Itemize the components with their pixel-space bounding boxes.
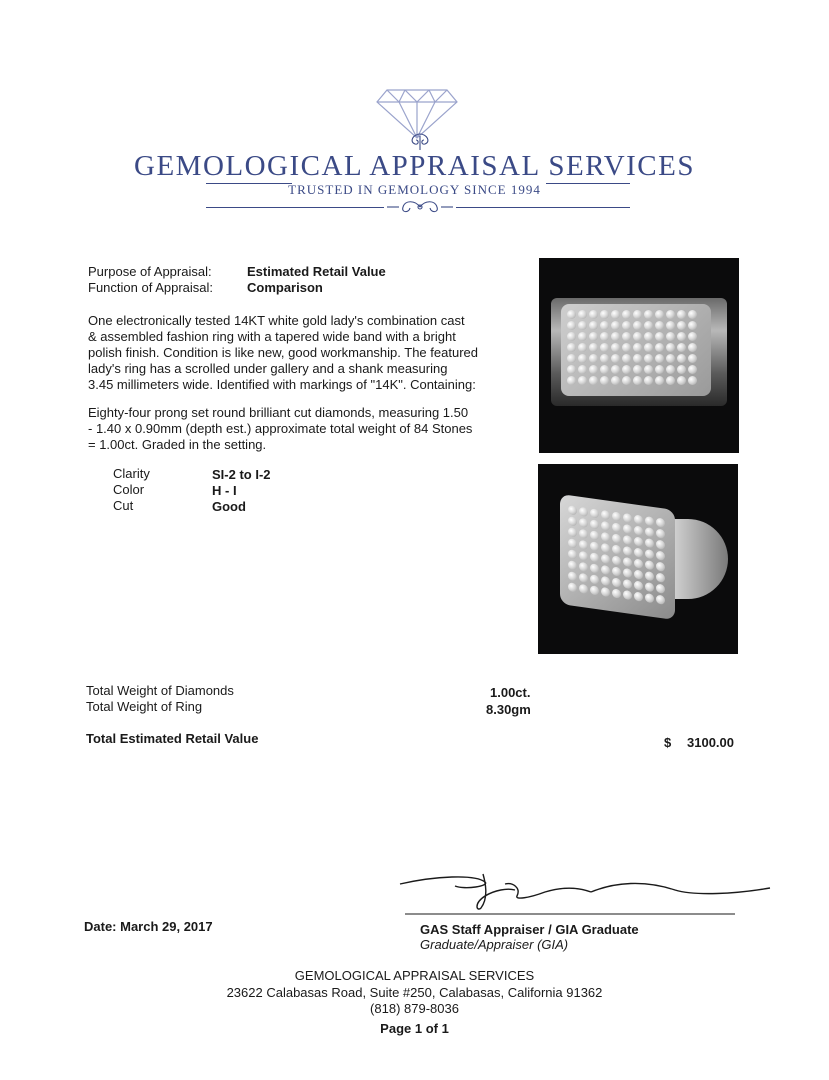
pave-diamond	[655, 321, 664, 330]
pave-diamond	[633, 343, 642, 352]
pave-diamond	[656, 595, 665, 605]
pave-diamond	[589, 376, 598, 385]
pave-diamond	[568, 571, 577, 581]
pave-diamond	[589, 354, 598, 363]
pave-diamond	[612, 511, 621, 521]
top-flourish-icon	[385, 130, 455, 152]
pave-diamond	[622, 354, 631, 363]
pave-diamond	[677, 354, 686, 363]
page-number: Page 1 of 1	[380, 1021, 449, 1036]
pave-diamond	[656, 584, 665, 594]
pave-diamond	[623, 535, 632, 545]
pave-diamond	[568, 549, 577, 559]
pave-diamond	[623, 524, 632, 534]
pave-diamond	[590, 519, 599, 529]
pave-diamond	[655, 343, 664, 352]
pave-diamond	[578, 332, 587, 341]
cut-value: Good	[212, 499, 246, 514]
pave-diamond	[634, 580, 643, 590]
pave-diamond	[656, 540, 665, 550]
pave-diamond	[622, 376, 631, 385]
pave-diamond	[612, 533, 621, 543]
pave-diamond	[623, 568, 632, 578]
pave-diamond	[568, 516, 577, 526]
pave-diamond	[612, 588, 621, 598]
pave-diamond	[656, 518, 665, 528]
pave-diamond	[600, 310, 609, 319]
description-line: & assembled fashion ring with a tapered wide band with a bright	[88, 329, 456, 344]
pave-diamond	[622, 332, 631, 341]
pave-diamond	[600, 354, 609, 363]
description-line: One electronically tested 14KT white gold lady's combination cast	[88, 313, 465, 328]
total-ring-weight-value: 8.30gm	[486, 702, 531, 717]
pave-diamond	[568, 582, 577, 592]
pave-diamond	[578, 354, 587, 363]
pave-diamond	[633, 376, 642, 385]
pave-diamond	[601, 543, 610, 553]
pave-diamond	[644, 376, 653, 385]
pave-diamond	[589, 310, 598, 319]
pave-diamond	[579, 540, 588, 550]
pave-diamond	[666, 343, 675, 352]
pave-diamond	[612, 544, 621, 554]
pave-diamond	[666, 332, 675, 341]
pave-diamond	[656, 551, 665, 561]
color-label: Color	[113, 482, 145, 497]
pave-diamond	[656, 562, 665, 572]
pave-diamond	[589, 365, 598, 374]
diamond-pave-grid	[567, 310, 697, 385]
pave-diamond	[600, 376, 609, 385]
pave-diamond	[633, 365, 642, 374]
pave-diamond	[677, 376, 686, 385]
pave-diamond	[688, 310, 697, 319]
pave-diamond	[644, 354, 653, 363]
total-retail-value: 3100.00	[687, 735, 734, 750]
pave-diamond	[567, 376, 576, 385]
pave-diamond	[645, 571, 654, 581]
header-rule-bottom-right	[456, 207, 630, 208]
pave-diamond	[622, 343, 631, 352]
pave-diamond	[600, 365, 609, 374]
stones-line: - 1.40 x 0.90mm (depth est.) approximate total weight of 84 Stones	[88, 421, 473, 436]
pave-diamond	[666, 354, 675, 363]
stones-line: Eighty-four prong set round brilliant cut diamonds, measuring 1.50	[88, 405, 469, 420]
pave-diamond	[623, 590, 632, 600]
pave-diamond	[645, 538, 654, 548]
pave-diamond	[655, 354, 664, 363]
tagline: TRUSTED IN GEMOLOGY SINCE 1994	[288, 182, 541, 197]
header-rule-bottom-left	[206, 207, 384, 208]
function-value: Comparison	[247, 280, 323, 295]
pave-diamond	[677, 365, 686, 374]
pave-diamond	[644, 321, 653, 330]
bottom-flourish-icon	[385, 198, 455, 216]
pave-diamond	[633, 354, 642, 363]
stones-line: = 1.00ct. Graded in the setting.	[88, 437, 267, 452]
pave-diamond	[623, 557, 632, 567]
pave-diamond	[611, 365, 620, 374]
pave-diamond	[656, 529, 665, 539]
pave-diamond	[600, 321, 609, 330]
pave-diamond	[656, 573, 665, 583]
pave-diamond	[622, 365, 631, 374]
pave-diamond	[590, 530, 599, 540]
pave-diamond	[666, 310, 675, 319]
pave-diamond	[611, 321, 620, 330]
pave-diamond	[590, 574, 599, 584]
pave-diamond	[634, 536, 643, 546]
ring-photo-top	[539, 258, 739, 453]
pave-diamond	[633, 310, 642, 319]
pave-diamond	[601, 565, 610, 575]
pave-diamond	[634, 547, 643, 557]
pave-diamond	[578, 310, 587, 319]
clarity-value: SI-2 to I-2	[212, 467, 271, 482]
pave-diamond	[633, 321, 642, 330]
pave-diamond	[645, 527, 654, 537]
pave-diamond	[688, 343, 697, 352]
pave-diamond	[612, 522, 621, 532]
footer-phone: (818) 879-8036	[370, 1001, 459, 1016]
pave-diamond	[645, 582, 654, 592]
pave-diamond	[634, 558, 643, 568]
pave-diamond	[589, 332, 598, 341]
pave-diamond	[578, 321, 587, 330]
ring-photo-bottom	[538, 464, 738, 654]
pave-diamond	[579, 507, 588, 517]
pave-diamond	[634, 525, 643, 535]
pave-diamond	[688, 376, 697, 385]
pave-diamond	[644, 343, 653, 352]
pave-diamond	[688, 365, 697, 374]
pave-diamond	[612, 566, 621, 576]
pave-diamond	[567, 310, 576, 319]
pave-diamond	[677, 332, 686, 341]
pave-diamond	[655, 365, 664, 374]
pave-diamond	[601, 554, 610, 564]
pave-diamond	[688, 332, 697, 341]
footer-address: 23622 Calabasas Road, Suite #250, Calabasas, California 91362	[226, 985, 603, 1000]
pave-diamond	[578, 376, 587, 385]
pave-diamond	[601, 521, 610, 531]
pave-diamond	[623, 513, 632, 523]
pave-diamond	[567, 354, 576, 363]
appraisal-date: Date: March 29, 2017	[84, 919, 213, 934]
clarity-label: Clarity	[113, 466, 150, 481]
pave-diamond	[568, 560, 577, 570]
diamond-pave-grid	[568, 505, 665, 605]
pave-diamond	[623, 546, 632, 556]
pave-diamond	[579, 573, 588, 583]
cut-label: Cut	[113, 498, 134, 513]
pave-diamond	[601, 587, 610, 597]
pave-diamond	[645, 549, 654, 559]
pave-diamond	[633, 332, 642, 341]
pave-diamond	[634, 514, 643, 524]
pave-diamond	[568, 538, 577, 548]
pave-diamond	[655, 310, 664, 319]
pave-diamond	[666, 365, 675, 374]
pave-diamond	[590, 585, 599, 595]
pave-diamond	[579, 518, 588, 528]
pave-diamond	[590, 552, 599, 562]
pave-diamond	[567, 321, 576, 330]
pave-diamond	[645, 593, 654, 603]
pave-diamond	[579, 529, 588, 539]
purpose-value: Estimated Retail Value	[247, 264, 386, 279]
pave-diamond	[590, 563, 599, 573]
pave-diamond	[645, 516, 654, 526]
pave-diamond	[677, 321, 686, 330]
pave-diamond	[601, 532, 610, 542]
pave-diamond	[645, 560, 654, 570]
pave-diamond	[579, 584, 588, 594]
pave-diamond	[611, 332, 620, 341]
pave-diamond	[579, 551, 588, 561]
pave-diamond	[688, 321, 697, 330]
pave-diamond	[579, 562, 588, 572]
pave-diamond	[567, 365, 576, 374]
pave-diamond	[612, 577, 621, 587]
pave-diamond	[655, 376, 664, 385]
pave-diamond	[677, 310, 686, 319]
pave-diamond	[623, 579, 632, 589]
signer-title: GAS Staff Appraiser / GIA Graduate	[420, 922, 639, 937]
pave-diamond	[644, 365, 653, 374]
purpose-label: Purpose of Appraisal:	[88, 264, 212, 279]
pave-diamond	[622, 310, 631, 319]
description-line: 3.45 millimeters wide. Identified with markings of "14K". Containing:	[88, 377, 476, 392]
item-description	[88, 313, 518, 393]
pave-diamond	[590, 541, 599, 551]
pave-diamond	[590, 508, 599, 518]
pave-diamond	[634, 591, 643, 601]
pave-diamond	[612, 555, 621, 565]
pave-diamond	[611, 376, 620, 385]
pave-diamond	[677, 343, 686, 352]
pave-diamond	[578, 365, 587, 374]
total-ring-weight-label: Total Weight of Ring	[86, 699, 203, 714]
stones-description	[88, 405, 518, 453]
pave-diamond	[611, 354, 620, 363]
pave-diamond	[611, 310, 620, 319]
total-diamond-weight-value: 1.00ct.	[490, 685, 531, 700]
pave-diamond	[666, 376, 675, 385]
pave-diamond	[655, 332, 664, 341]
pave-diamond	[622, 321, 631, 330]
pave-diamond	[688, 354, 697, 363]
pave-diamond	[634, 569, 643, 579]
description-line: polish finish. Condition is like new, good workmanship. The featured	[88, 345, 478, 360]
pave-diamond	[568, 505, 577, 515]
footer-company: GEMOLOGICAL APPRAISAL SERVICES	[294, 968, 535, 983]
pave-diamond	[644, 310, 653, 319]
appraiser-signature	[395, 868, 775, 918]
pave-diamond	[568, 527, 577, 537]
pave-diamond	[567, 332, 576, 341]
pave-diamond	[611, 343, 620, 352]
pave-diamond	[644, 332, 653, 341]
pave-diamond	[589, 321, 598, 330]
function-label: Function of Appraisal:	[88, 280, 214, 295]
description-line: lady's ring has a scrolled under gallery and a shank measuring	[88, 361, 448, 376]
pave-diamond	[601, 576, 610, 586]
total-diamond-weight-label: Total Weight of Diamonds	[86, 683, 234, 698]
signer-subtitle: Graduate/Appraiser (GIA)	[420, 937, 569, 952]
pave-diamond	[666, 321, 675, 330]
pave-diamond	[589, 343, 598, 352]
pave-diamond	[578, 343, 587, 352]
pave-diamond	[600, 343, 609, 352]
color-value: H - I	[212, 483, 237, 498]
company-name: GEMOLOGICAL APPRAISAL SERVICES	[134, 150, 695, 182]
pave-diamond	[567, 343, 576, 352]
total-retail-value-label: Total Estimated Retail Value	[86, 731, 259, 746]
pave-diamond	[600, 332, 609, 341]
pave-diamond	[601, 510, 610, 520]
currency-symbol: $	[664, 735, 672, 750]
